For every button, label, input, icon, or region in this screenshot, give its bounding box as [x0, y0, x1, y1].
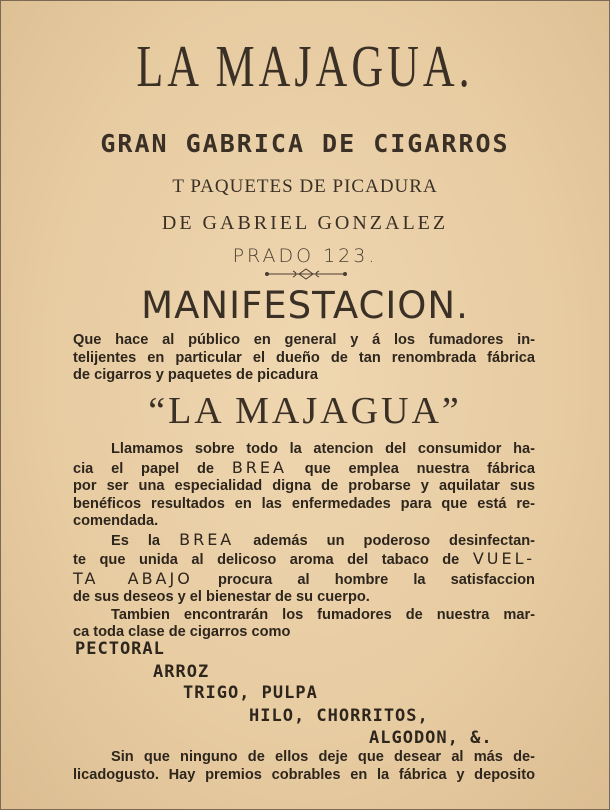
address-line: PRADO 123. — [232, 245, 378, 267]
list-item: ARROZ — [153, 662, 210, 682]
intro-line: telijentes en particular el dueño de tan renombrada fábrica — [73, 349, 535, 366]
body-line: Llamamos sobre todo la atencion del consumidor ha- — [111, 441, 535, 457]
body-line — [73, 570, 535, 590]
intro-paragraph — [73, 332, 535, 385]
closing-line: Sin que ninguno de ellos deje que desear al más de- — [111, 749, 535, 765]
body-line: benéficos resultados en las enfermedades para que está re- — [73, 495, 535, 512]
body-line: ca toda clase de cigarros como — [73, 624, 291, 640]
body-text: procura al hombre la satisfaccion — [217, 571, 535, 588]
body-text: cia el papel de — [73, 460, 215, 477]
body-line — [73, 459, 535, 479]
list-item: TRIGO, PULPA — [183, 683, 318, 703]
products-line: T PAQUETES DE PICADURA — [172, 176, 438, 197]
list-item: HILO, CHORRITOS, — [249, 706, 429, 726]
factory-subtitle: GRAN GABRICA DE CIGARROS — [100, 129, 510, 158]
body-line — [73, 531, 535, 551]
body-line: Tambien encontrarán los fumadores de nuestra mar- — [111, 606, 535, 623]
brand-name: “LA MAJAGUA” — [148, 390, 462, 432]
owner-line: DE GABRIEL GONZALEZ — [161, 212, 449, 234]
body-line: por ser una especialidad digna de probarse y aquilatar sus — [73, 478, 535, 494]
closing-paragraph — [73, 749, 535, 784]
body-text: te que unida al delicoso aroma del tabaco de — [73, 552, 460, 568]
body-text: además un poderoso desinfectan- — [253, 532, 535, 549]
page-title: LA MAJAGUA. — [136, 33, 474, 100]
list-item: PECTORAL — [75, 639, 165, 659]
brea-highlight: BREA — [231, 457, 287, 477]
abajo-highlight: TA ABAJO — [73, 568, 193, 588]
vuelta-highlight: VUEL- — [472, 549, 535, 568]
ornament-divider-icon — [263, 267, 349, 281]
intro-line: Que hace al público en general y á los fumadores in- — [73, 332, 535, 348]
closing-line: licadogusto. Hay premios cobrables en la fábrica y deposito — [73, 766, 535, 783]
body-line: de sus deseos y el bienestar de su cuerpo. — [73, 589, 370, 605]
intro-line: de cigarros y paquetes de picadura — [73, 367, 318, 383]
body-line — [73, 550, 535, 570]
list-item: ALGODON, &. — [369, 728, 493, 748]
brea-highlight: BREA — [179, 529, 235, 549]
body-text: que emplea nuestra fábrica — [304, 460, 536, 477]
body-text: Es la — [111, 532, 161, 549]
body-paragraph — [73, 441, 535, 642]
body-line: comendada. — [73, 513, 159, 529]
section-heading: MANIFESTACION. — [141, 284, 469, 327]
